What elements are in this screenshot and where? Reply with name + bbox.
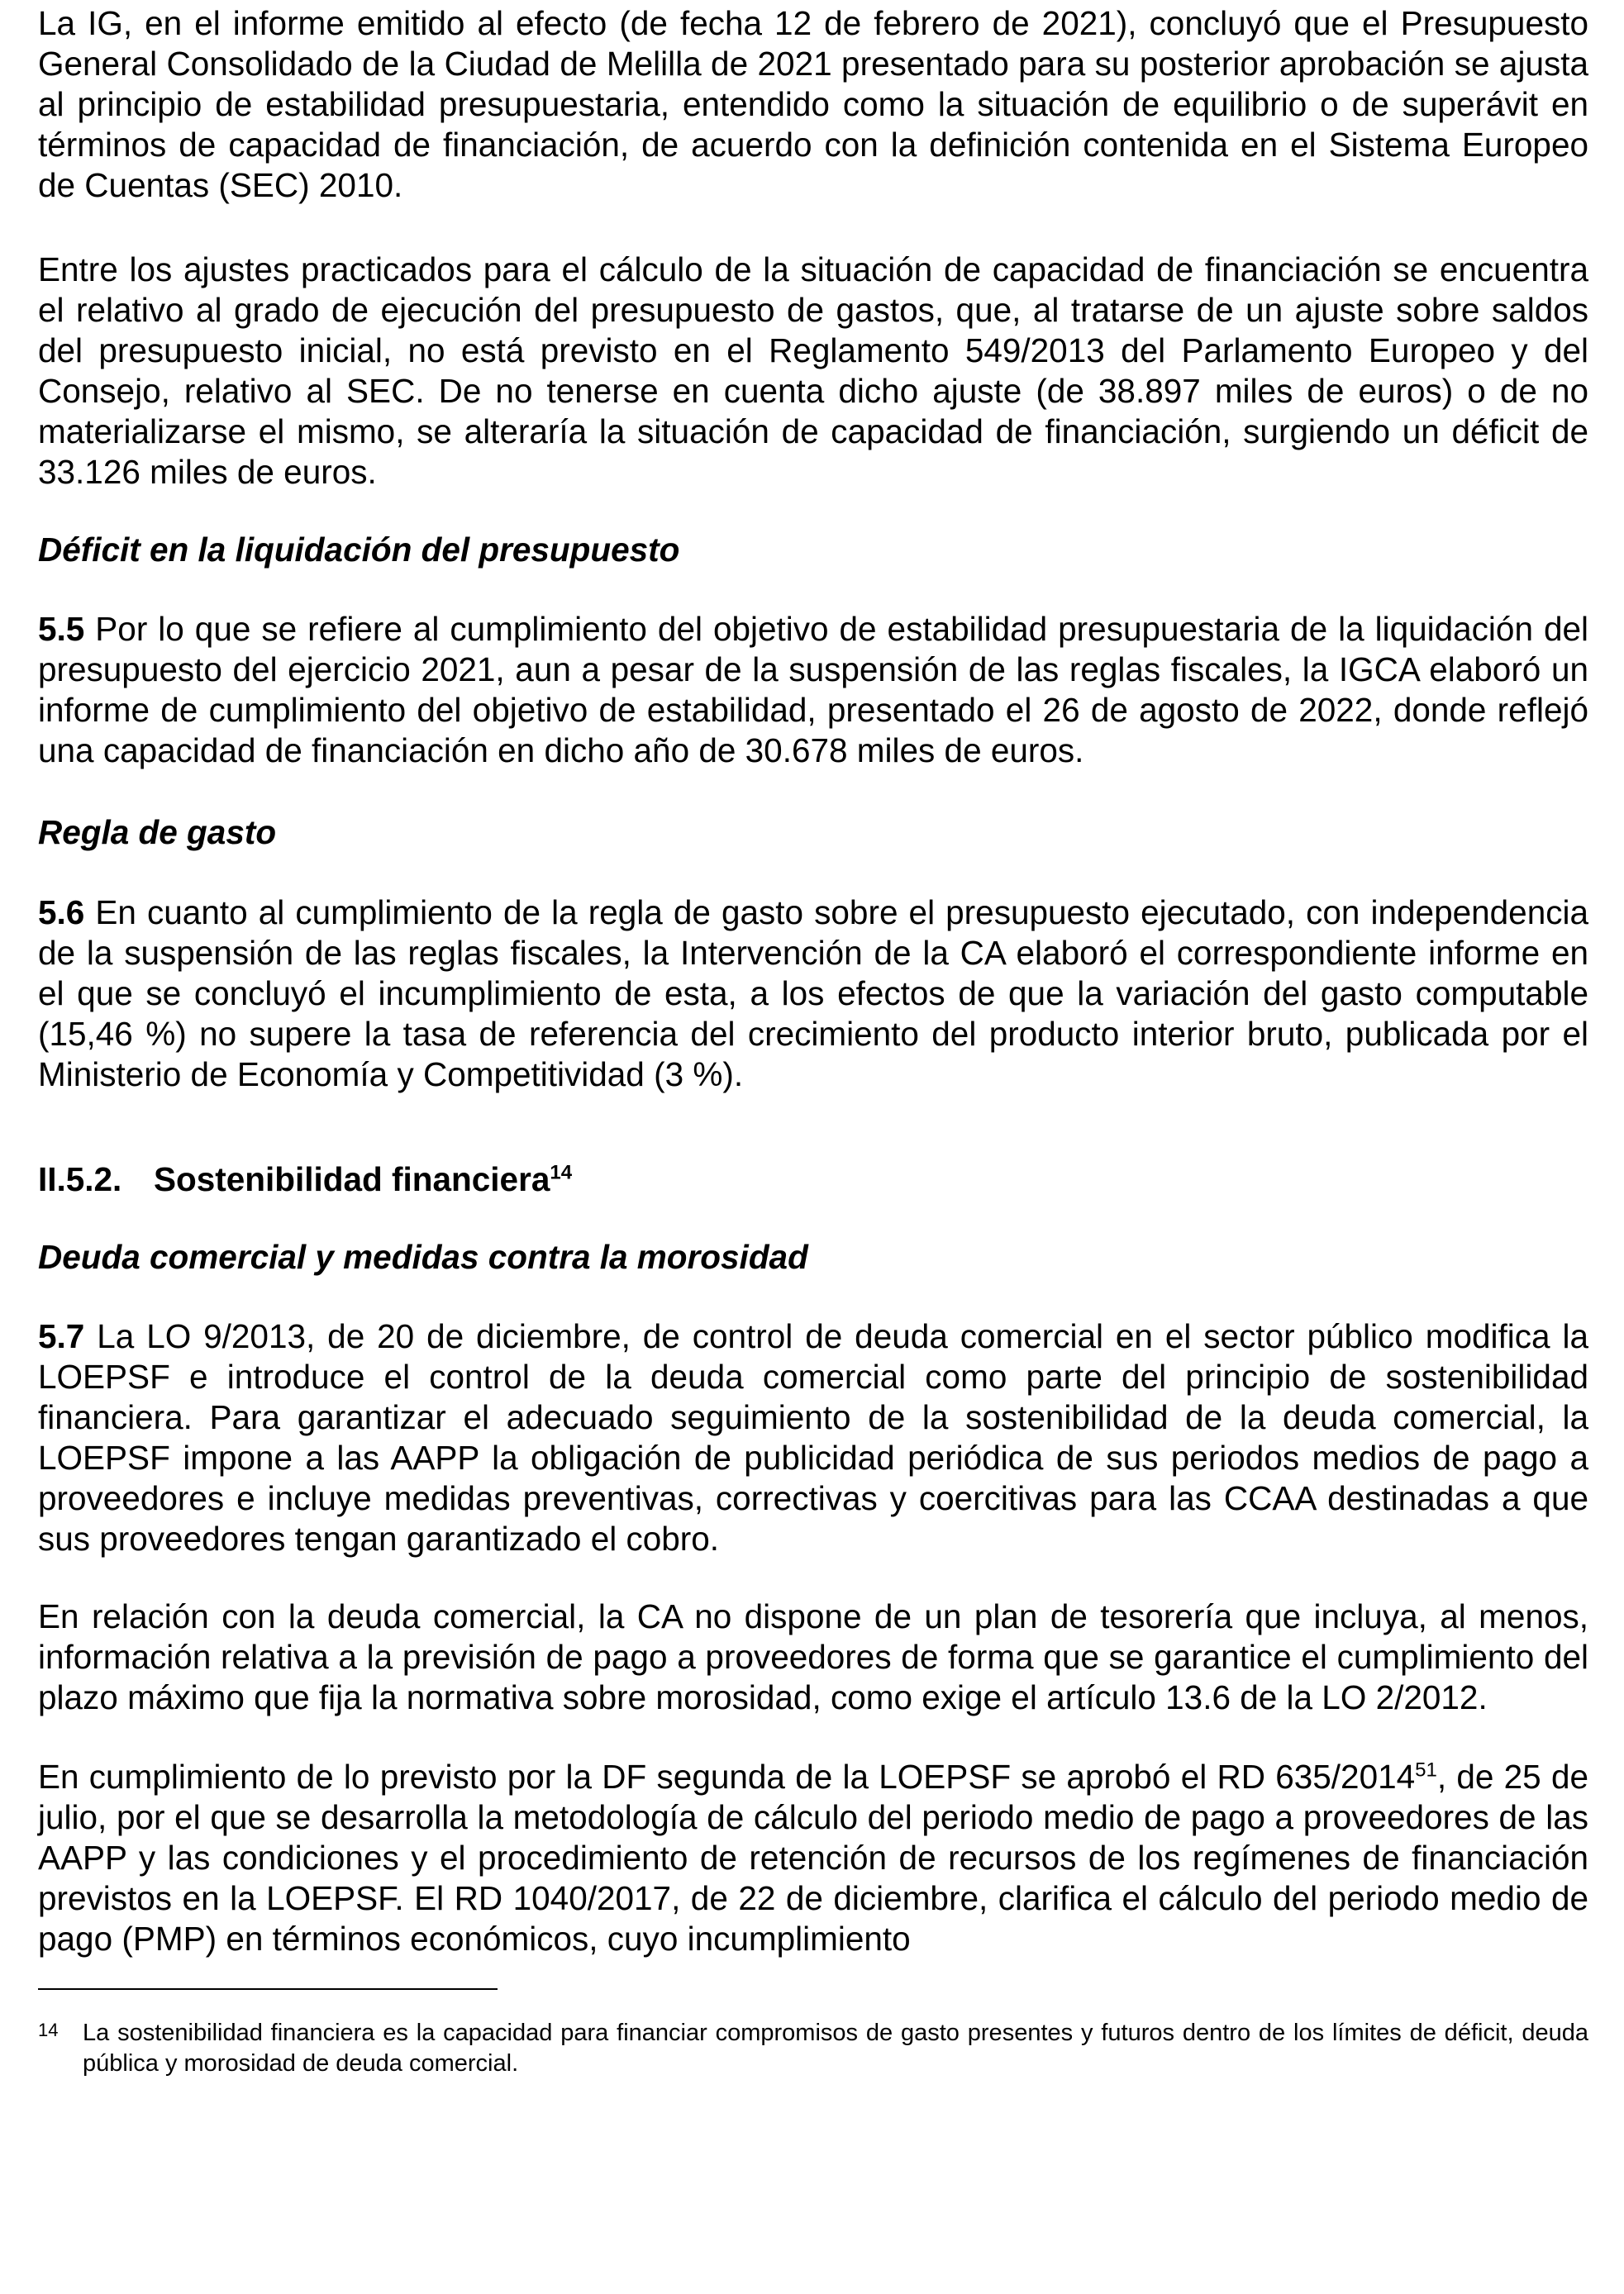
paragraph-number: 5.6 (38, 893, 85, 931)
paragraph-cumplimiento-df (38, 1757, 1588, 1959)
footnote-number: 14 (38, 2020, 59, 2040)
section-title: Sostenibilidad financiera (154, 1160, 550, 1198)
footnote-ref-14[interactable]: 14 (550, 1161, 573, 1184)
paragraph-text: En cuanto al cumplimiento de la regla de gasto sobre el presupuesto ejecutado, con independencia de la suspensión de las reglas fiscales, la Intervención de la CA elaboró el correspondiente informe en el que se concluyó el incumplimiento de esta, a los efectos de que la variación del gasto computable (15,46 %) no supere la tasa de referencia del crecimiento del producto interior bruto, publicada por el Ministerio de Economía y Competitividad (3 %). (38, 893, 1588, 1093)
paragraph-text-b: , de 25 de julio, por el que se desarrolla la metodología de cálculo del periodo medio de pago a proveedores de las AAPP y las condiciones y el procedimiento de retención de recursos de los regímenes de financiación previstos en la LOEPSF. El RD 1040/2017, de 22 de diciembre, clarifica el cálculo del periodo medio de pago (PMP) en términos económicos, cuyo incumplimiento (38, 1758, 1588, 1958)
paragraph-relacion-deuda: En relación con la deuda comercial, la CA no dispone de un plan de tesorería que incluya, al menos, información relativa a la previsión de pago a proveedores de forma que se garantice el cumplimiento del plazo máximo que fija la normativa sobre morosidad, como exige el artículo 13.6 de la LO 2/2012. (38, 1597, 1588, 1716)
paragraph-number: 5.7 (38, 1317, 85, 1355)
heading-deficit-liquidacion: Déficit en la liquidación del presupuesto (38, 531, 680, 569)
heading-regla-gasto: Regla de gasto (38, 813, 277, 851)
paragraph-ajustes: Entre los ajustes practicados para el cálculo de la situación de capacidad de financiación se encuentra el relativo al grado de ejecución del presupuesto de gastos, que, al tratarse de un ajuste sobre saldos del presupuesto inicial, no está previsto en el Reglamento 549/2013 del Parlamento Europeo y del Consejo, relativo al SEC. De no tenerse en cuenta dicho ajuste (de 38.897 miles de euros) o de no materializarse el mismo, se alteraría la situación de capacidad de financiación, surgiendo un déficit de 33.126 miles de euros. (38, 250, 1588, 491)
paragraph-ig-informe: La IG, en el informe emitido al efecto (de fecha 12 de febrero de 2021), concluyó que el Presupuesto General Consolidado de la Ciudad de Melilla de 2021 presentado para su posterior aprobación se ajusta al principio de estabilidad presupuestaria, entendido como la situación de equilibrio o de superávit en términos de capacidad de financiación, de acuerdo con la definición contenida en el Sistema Europeo de Cuentas (SEC) 2010. (38, 4, 1588, 204)
footnote-ref-51[interactable]: 51 (1415, 1759, 1437, 1782)
paragraph-text: La LO 9/2013, de 20 de diciembre, de control de deuda comercial en el sector público modifica la LOEPSF e introduce el control de la deuda comercial como parte del principio de sostenibilidad financiera. Para garantizar el adecuado seguimiento de la sostenibilidad de la deuda comercial, la LOEPSF impone a las AAPP la obligación de publicidad periódica de sus periodos medios de pago a proveedores e incluye medidas preventivas, correctivas y coercitivas para las CCAA destinadas a que sus proveedores tengan garantizado el cobro. (38, 1317, 1588, 1558)
footnote-14 (38, 2018, 1588, 2079)
paragraph-5-5 (38, 609, 1588, 771)
paragraph-5-7 (38, 1316, 1588, 1559)
paragraph-text-a: En cumplimiento de lo previsto por la DF segunda de la LOEPSF se aprobó el RD 635/2014 (38, 1758, 1416, 1796)
paragraph-5-6 (38, 892, 1588, 1095)
section-number: II.5.2. (38, 1160, 122, 1198)
paragraph-text: Por lo que se refiere al cumplimiento del objetivo de estabilidad presupuestaria de la liquidación del presupuesto del ejercicio 2021, aun a pesar de la suspensión de las reglas fiscales, la IGCA elaboró un informe de cumplimiento del objetivo de estabilidad, presentado el 26 de agosto de 2022, donde reflejó una capacidad de financiación en dicho año de 30.678 miles de euros. (38, 610, 1588, 769)
paragraph-number: 5.5 (38, 610, 85, 648)
footnote-separator (38, 1988, 498, 1990)
footnote-text: La sostenibilidad financiera es la capacidad para financiar compromisos de gasto presentes y futuros dentro de los límites de déficit, deuda pública y morosidad de deuda comercial. (83, 2020, 1588, 2077)
section-heading-sostenibilidad (38, 1159, 1588, 1200)
heading-deuda-comercial: Deuda comercial y medidas contra la morosidad (38, 1238, 808, 1276)
